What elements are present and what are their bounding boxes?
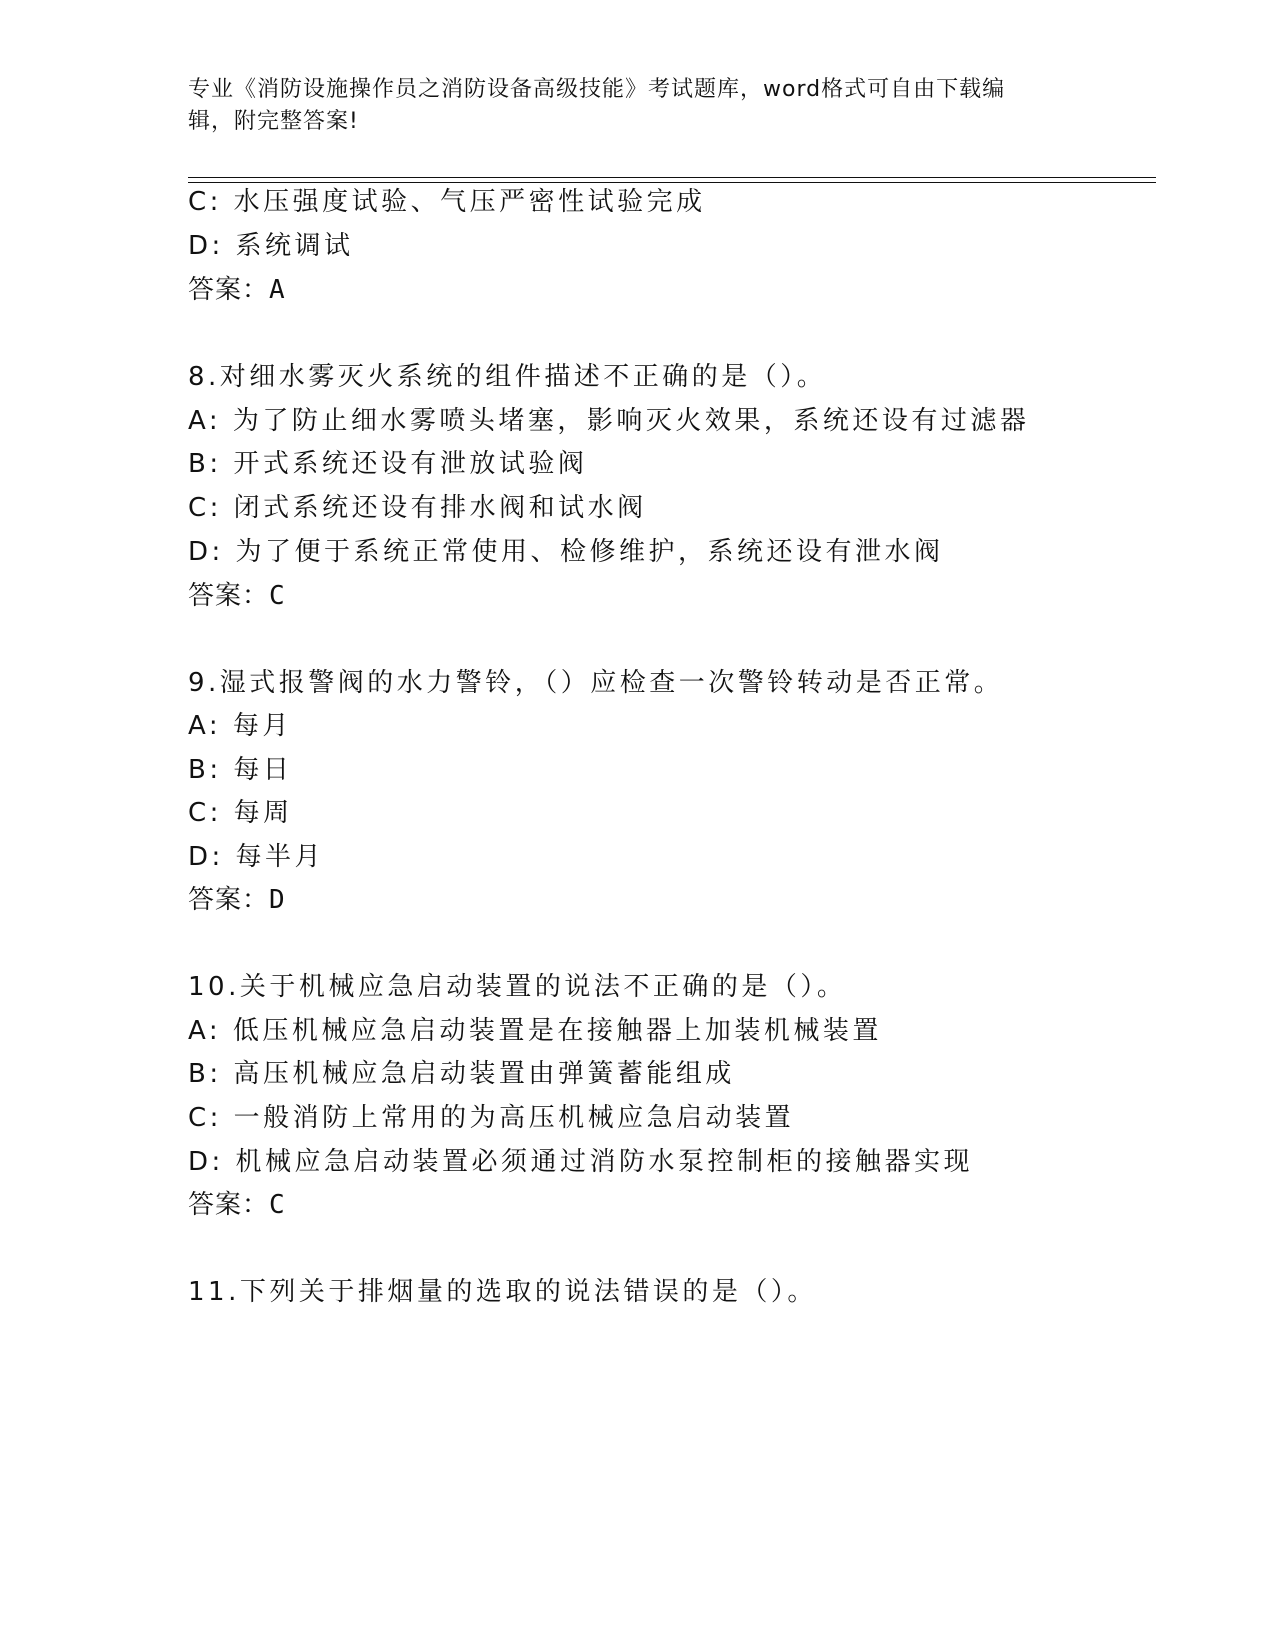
q7-option-d: D: 系统调试 <box>188 231 354 261</box>
answer-value: C <box>269 1190 286 1220</box>
q10-option-c: C: 一般消防上常用的为高压机械应急启动装置 <box>188 1103 795 1133</box>
answer-label: 答案： <box>188 885 270 915</box>
q8-option-b: B: 开式系统还设有泄放试验阀 <box>188 449 588 479</box>
q8-option-a: A: 为了防止细水雾喷头堵塞，影响灭火效果，系统还设有过滤器 <box>188 406 1030 436</box>
q10-question: 10.关于机械应急启动装置的说法不正确的是（）。 <box>188 972 847 1002</box>
document-header <box>188 74 1068 138</box>
header-rule-top <box>188 177 1156 178</box>
q9-option-d: D: 每半月 <box>188 842 325 872</box>
answer-label: 答案： <box>188 1190 270 1220</box>
q9-answer <box>188 884 286 916</box>
q8-answer <box>188 580 286 612</box>
q8-question: 8.对细水雾灭火系统的组件描述不正确的是（）。 <box>188 362 827 392</box>
answer-label: 答案： <box>188 275 270 305</box>
q9-option-b: B: 每日 <box>188 755 293 785</box>
header-rule-bottom <box>188 182 1156 183</box>
header-line-2: 辑，附完整答案! <box>188 109 359 134</box>
q10-option-b: B: 高压机械应急启动装置由弹簧蓄能组成 <box>188 1059 735 1089</box>
header-line-1: 专业《消防设施操作员之消防设备高级技能》考试题库，word格式可自由下载编 <box>188 77 1006 102</box>
q11-question: 11.下列关于排烟量的选取的说法错误的是（）。 <box>188 1277 817 1307</box>
q8-option-d: D: 为了便于系统正常使用、检修维护，系统还设有泄水阀 <box>188 537 944 567</box>
q10-option-a: A: 低压机械应急启动装置是在接触器上加装机械装置 <box>188 1016 882 1046</box>
answer-label: 答案： <box>188 581 270 611</box>
q8-option-c: C: 闭式系统还设有排水阀和试水阀 <box>188 493 647 523</box>
q9-question: 9.湿式报警阀的水力警铃，（）应检查一次警铃转动是否正常。 <box>188 668 1004 698</box>
q10-answer <box>188 1189 286 1221</box>
q7-option-c: C: 水压强度试验、气压严密性试验完成 <box>188 187 706 217</box>
answer-value: A <box>269 275 286 305</box>
q7-answer <box>188 274 286 306</box>
answer-value: D <box>269 885 286 915</box>
answer-value: C <box>269 581 286 611</box>
q9-option-c: C: 每周 <box>188 798 293 828</box>
q10-option-d: D: 机械应急启动装置必须通过消防水泵控制柜的接触器实现 <box>188 1147 974 1177</box>
q9-option-a: A: 每月 <box>188 711 292 741</box>
